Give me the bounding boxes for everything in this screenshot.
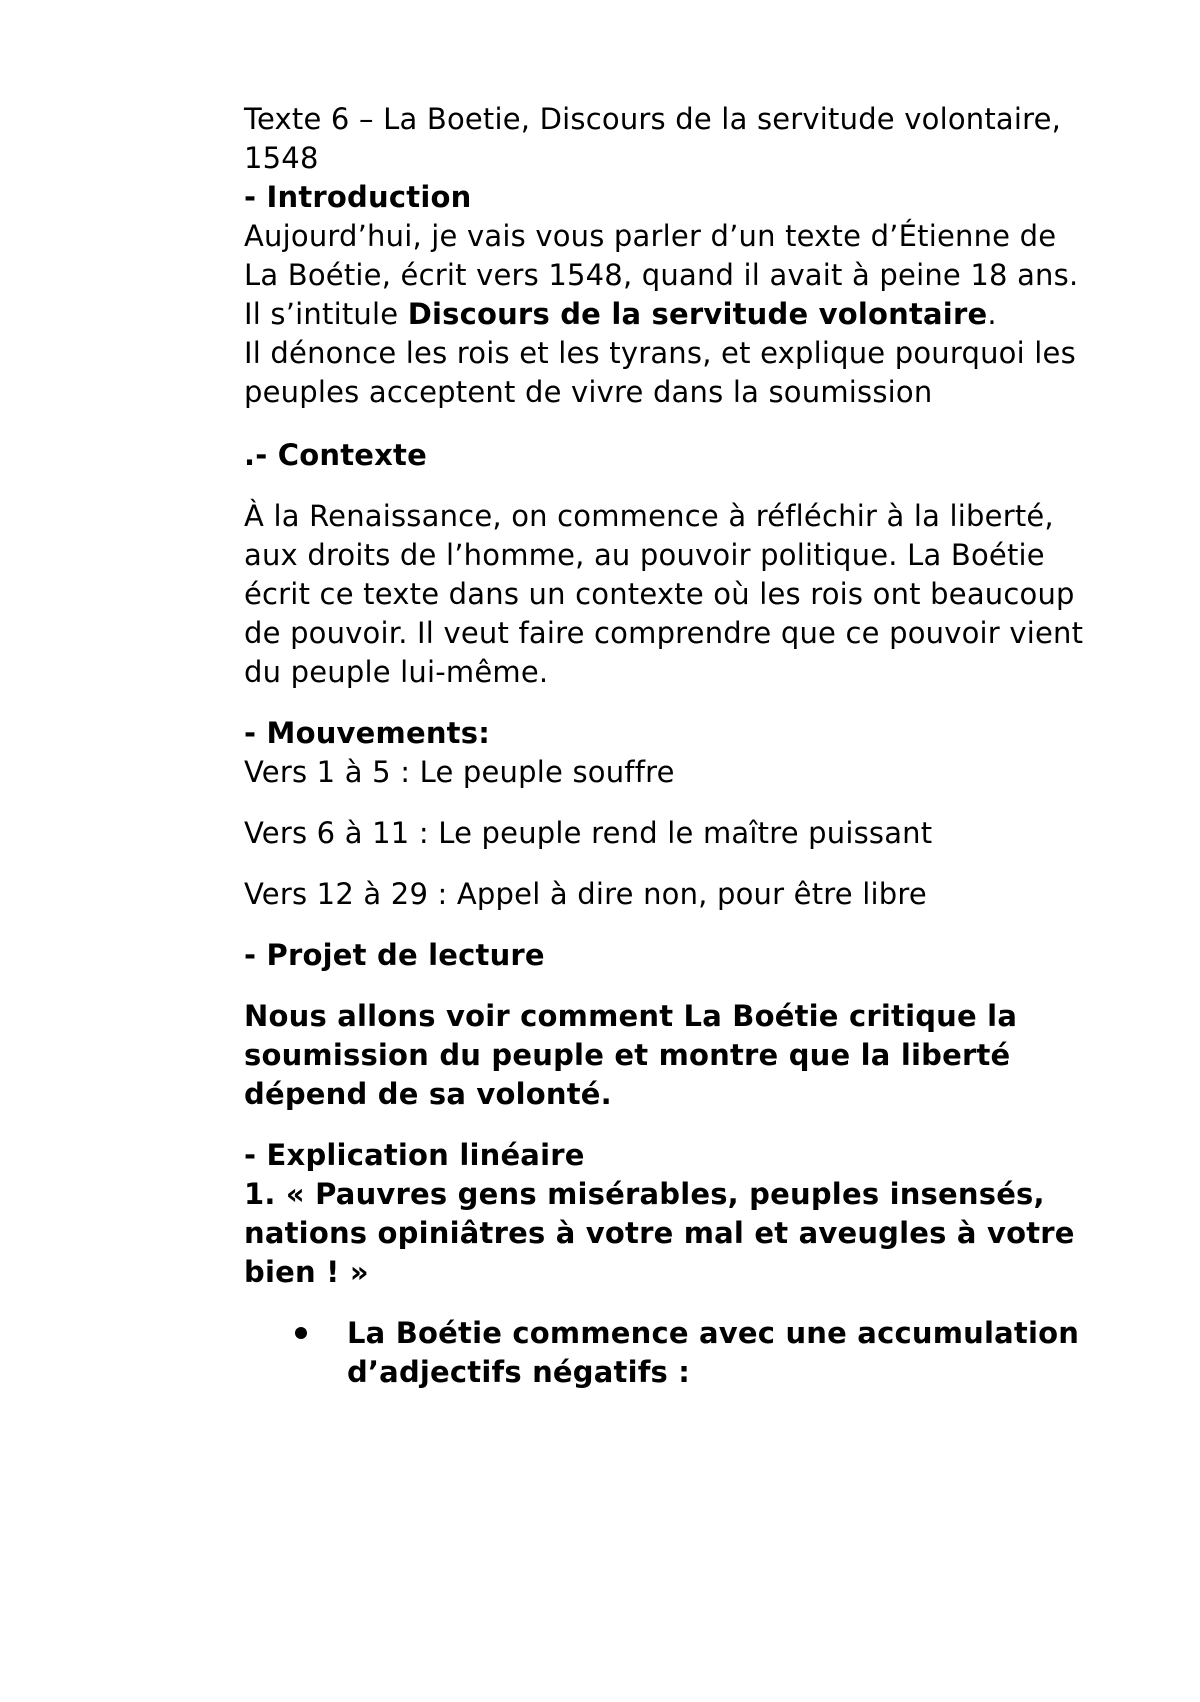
explication-heading: - Explication linéaire [244, 1138, 585, 1172]
mouvement-item: Vers 12 à 29 : Appel à dire non, pour être libre [244, 877, 927, 911]
mouvement-item: Vers 6 à 11 : Le peuple rend le maître puissant [244, 816, 933, 850]
document-body [244, 100, 1094, 1392]
introduction-paragraph-2: Il dénonce les rois et les tyrans, et explique pourquoi les peuples acceptent de vivre dans la soumission [244, 336, 1076, 409]
projet-paragraph: Nous allons voir comment La Boétie critique la soumission du peuple et montre que la liberté dépend de sa volonté. [244, 999, 1018, 1111]
explication-quote: 1. « Pauvres gens misérables, peuples insensés, nations opiniâtres à votre mal et aveugles à votre bien ! » [244, 1177, 1075, 1289]
introduction-text: Aujourd’hui, je vais vous parler d’un texte d’Étienne de La Boétie, écrit vers 1548, quand il avait à peine 18 ans. Il s’intitule [244, 219, 1079, 331]
explication-bullet-list [244, 1314, 1094, 1392]
contexte-heading: .- Contexte [244, 438, 427, 472]
bullet-text: La Boétie commence avec une accumulation d’adjectifs négatifs : [347, 1316, 1080, 1389]
introduction-heading: - Introduction [244, 180, 472, 214]
introduction-paragraph-1 [244, 217, 1094, 334]
document-title: Texte 6 – La Boetie, Discours de la servitude volontaire, 1548 [244, 102, 1062, 175]
bullet-icon [295, 1327, 307, 1339]
contexte-paragraph: À la Renaissance, on commence à réfléchir à la liberté, aux droits de l’homme, au pouvoir politique. La Boétie écrit ce texte dans un contexte où les rois ont beaucoup de pouvoir. Il veut faire comprendre que ce pouvoir vient du peuple lui-même. [244, 499, 1084, 689]
work-title-bold: Discours de la servitude volontaire [407, 297, 988, 331]
mouvements-heading: - Mouvements: [244, 716, 490, 750]
projet-heading: - Projet de lecture [244, 938, 545, 972]
list-item [347, 1314, 1094, 1392]
introduction-period: . [987, 297, 997, 331]
mouvement-item: Vers 1 à 5 : Le peuple souffre [244, 755, 675, 789]
